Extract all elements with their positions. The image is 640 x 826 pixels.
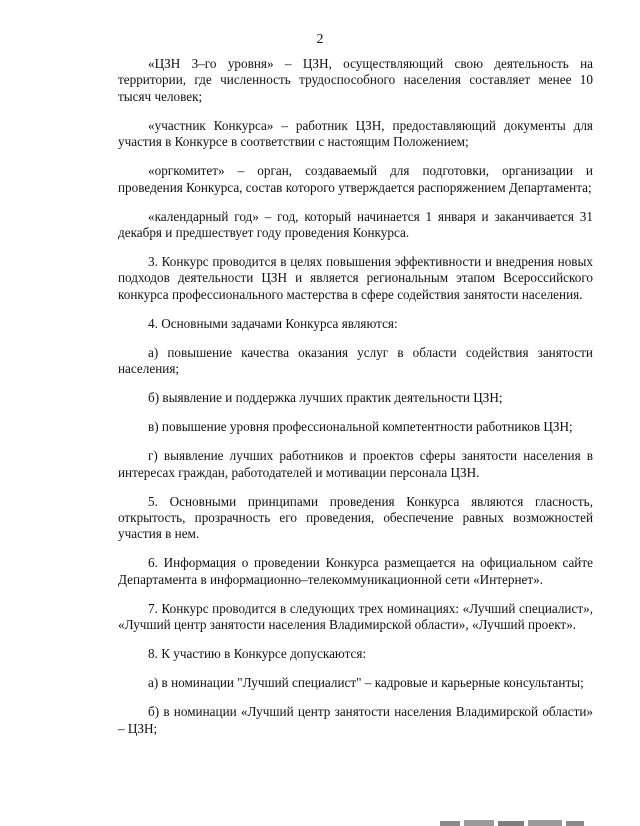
definition-calendar-year: «календарный год» – год, который начинается 1 января и заканчивается 31 декабря и предшествует году проведения Конкурса. (118, 208, 593, 241)
clause-3-purpose: 3. Конкурс проводится в целях повышения эффективности и внедрения новых подходов деятельности ЦЗН и является региональным этапом Всероссийского конкурса профессионального мастерства в сфере содействия занятости населения. (118, 254, 593, 302)
clause-4-tasks-heading: 4. Основными задачами Конкурса являются: (148, 315, 398, 331)
scan-edge-artifact (438, 814, 588, 826)
clause-8-admission-heading: 8. К участию в Конкурсе допускаются: (148, 646, 367, 662)
clause-5-principles: 5. Основными принципами проведения Конкурса являются гласность, открытость, прозрачность его проведения, обеспечение равных возможностей участия в нем. (118, 493, 593, 542)
definition-level-3-center: «ЦЗН 3–го уровня» – ЦЗН, осуществляющий свою деятельность на территории, где численность трудоспособного населения составляет менее 10 тысяч человек; (118, 56, 593, 104)
clause-7-nominations: 7. Конкурс проводится в следующих трех номинациях: «Лучший специалист», «Лучший центр занятости населения Владимирской области», «Лучший проект». (118, 600, 593, 633)
document-body (118, 56, 593, 750)
page-number: 2 (316, 32, 324, 47)
clause-8-admission-a: а) в номинации "Лучший специалист" – кадровые и карьерные консультанты; (148, 675, 584, 691)
clause-6-information: 6. Информация о проведении Конкурса размещается на официальном сайте Департамента в информационно–телекоммуникационной сети «Интернет». (118, 555, 593, 587)
definition-organizing-committee: «оргкомитет» – орган, создаваемый для подготовки, организации и проведения Конкурса, состав которого утверждается распоряжением Департамента; (118, 163, 593, 195)
definition-contest-participant: «участник Конкурса» – работник ЦЗН, предоставляющий документы для участия в Конкурсе в соответствии с настоящим Положением; (118, 117, 593, 150)
clause-4-task-a: а) повышение качества оказания услуг в области содействия занятости населения; (118, 344, 593, 377)
clause-4-task-c: в) повышение уровня профессиональной компетентности работников ЦЗН; (148, 419, 573, 435)
clause-8-admission-b: б) в номинации «Лучший центр занятости населения Владимирской области» – ЦЗН; (118, 704, 593, 736)
clause-4-task-d: г) выявление лучших работников и проектов сферы занятости населения в интересах граждан, работодателей и мотивации персонала ЦЗН. (118, 448, 593, 480)
clause-4-task-b: б) выявление и поддержка лучших практик деятельности ЦЗН; (148, 390, 503, 406)
